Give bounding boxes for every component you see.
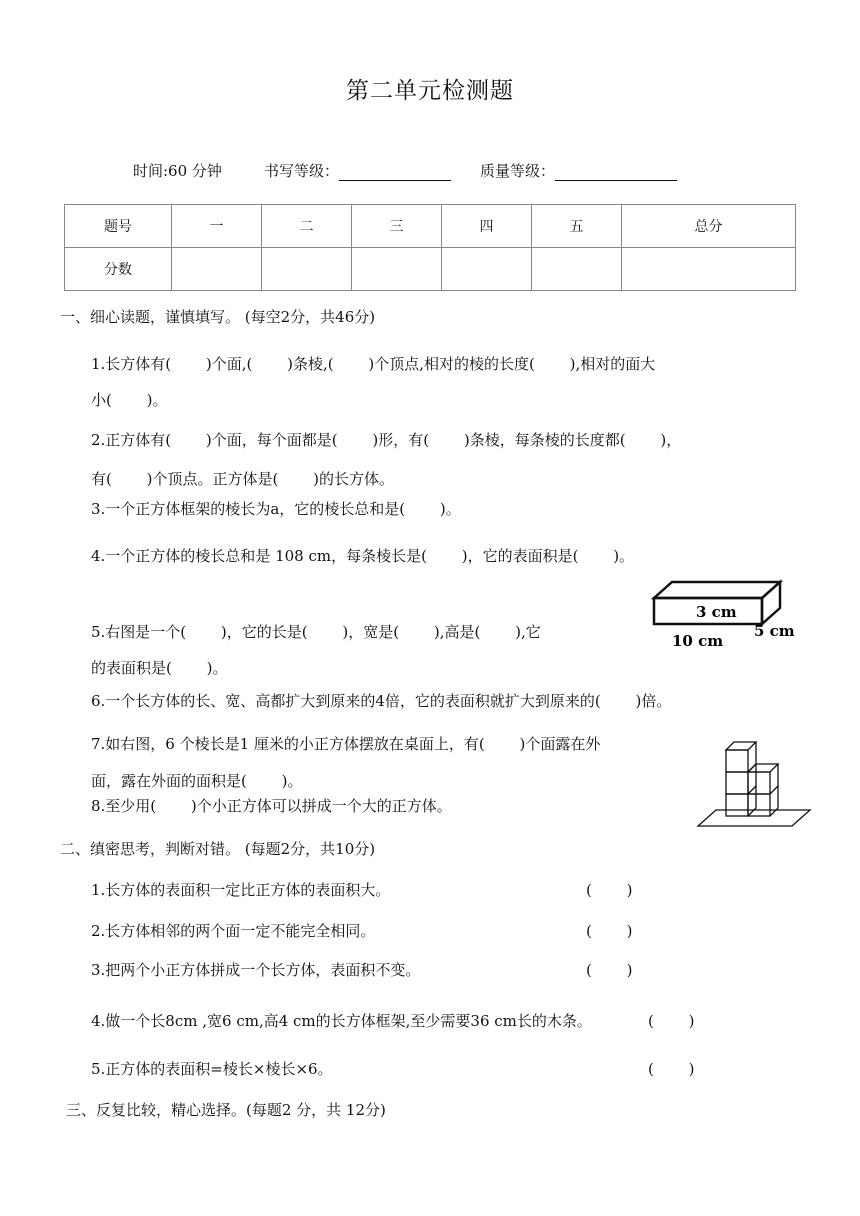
header-cell: 题号 xyxy=(65,205,172,248)
stacked-cubes-figure xyxy=(694,720,812,830)
writing-grade-blank xyxy=(339,166,451,181)
score-table-score-row xyxy=(65,248,796,291)
judge-item-1: 1.长方体的表面积一定比正方体的表面积大。 xyxy=(91,881,391,899)
question-7-line2: 面，露在外面的面积是( )。 xyxy=(91,772,303,790)
judge-item-2-answer: ( ) xyxy=(586,922,633,940)
table-surface xyxy=(698,810,810,826)
cuboid-figure xyxy=(640,574,804,654)
score-cell xyxy=(442,248,532,291)
question-8: 8.至少用( )个小正方体可以拼成一个大的正方体。 xyxy=(91,797,452,815)
cuboid-length-label: 10 cm xyxy=(672,632,724,650)
section2-heading: 二、缜密思考，判断对错。 (每题2分，共10分) xyxy=(60,840,376,858)
quality-grade-blank xyxy=(555,166,677,181)
score-cell xyxy=(172,248,262,291)
question-6: 6.一个长方体的长、宽、高都扩大到原来的4倍，它的表面积就扩大到原来的( )倍。 xyxy=(91,692,672,710)
section1-heading: 一、细心读题，谨慎填写。 (每空2分，共46分) xyxy=(60,308,376,326)
question-1-line2: 小( )。 xyxy=(91,391,168,409)
header-cell: 一 xyxy=(172,205,262,248)
question-2-line1: 2.正方体有( )个面，每个面都是( )形，有( )条棱，每条棱的长度都( )， xyxy=(91,431,682,449)
writing-grade xyxy=(264,160,451,181)
score-table-header-row xyxy=(65,205,796,248)
score-cell xyxy=(622,248,796,291)
score-table xyxy=(64,204,796,291)
cube-column-left xyxy=(726,742,756,816)
header-cell: 总分 xyxy=(622,205,796,248)
judge-item-4-answer: ( ) xyxy=(648,1012,695,1030)
writing-grade-label: 书写等级： xyxy=(264,162,340,180)
cuboid-top-face xyxy=(654,582,780,598)
cuboid-height-label: 3 cm xyxy=(696,603,737,621)
header-cell: 二 xyxy=(262,205,352,248)
quality-grade-label: 质量等级： xyxy=(480,162,556,180)
score-cell xyxy=(352,248,442,291)
question-7-line1: 7.如右图，6 个棱长是1 厘米的小正方体摆放在桌面上，有( )个面露在外 xyxy=(91,735,601,753)
score-cell xyxy=(262,248,352,291)
judge-item-2: 2.长方体相邻的两个面一定不能完全相同。 xyxy=(91,922,376,940)
header-cell: 四 xyxy=(442,205,532,248)
question-5-line2: 的表面积是( )。 xyxy=(91,659,228,677)
judge-item-3-answer: ( ) xyxy=(586,961,633,979)
quality-grade xyxy=(480,160,677,181)
judge-item-5-answer: ( ) xyxy=(648,1060,695,1078)
question-4: 4.一个正方体的棱长总和是 108 cm，每条棱长是( )，它的表面积是( )。 xyxy=(91,547,635,565)
time-info: 时间:60 分钟 xyxy=(133,162,222,180)
judge-item-3: 3.把两个小正方体拼成一个长方体，表面积不变。 xyxy=(91,961,421,979)
question-3: 3.一个正方体框架的棱长为a，它的棱长总和是( )。 xyxy=(91,500,461,518)
cuboid-width-label: 5 cm xyxy=(754,622,795,640)
judge-item-5: 5.正方体的表面积=棱长×棱长×6。 xyxy=(91,1060,333,1078)
question-1-line1: 1.长方体有( )个面,( )条棱,( )个顶点,相对的棱的长度( ),相对的面大 xyxy=(91,355,656,373)
score-row-label: 分数 xyxy=(65,248,172,291)
question-5-line1: 5.右图是一个( )，它的长是( )，宽是( ),高是( ),它 xyxy=(91,623,541,641)
page-title: 第二单元检测题 xyxy=(346,78,514,104)
score-cell xyxy=(532,248,622,291)
header-cell: 三 xyxy=(352,205,442,248)
section3-heading: 三、反复比较，精心选择。(每题2 分，共 12分) xyxy=(66,1101,386,1119)
header-cell: 五 xyxy=(532,205,622,248)
cuboid-side-face xyxy=(762,582,780,624)
judge-item-1-answer: ( ) xyxy=(586,881,633,899)
judge-item-4: 4.做一个长8cm ,宽6 cm,高4 cm的长方体框架,至少需要36 cm长的木条。 xyxy=(91,1012,592,1030)
question-2-line2: 有( )个顶点。正方体是( )的长方体。 xyxy=(91,470,394,488)
